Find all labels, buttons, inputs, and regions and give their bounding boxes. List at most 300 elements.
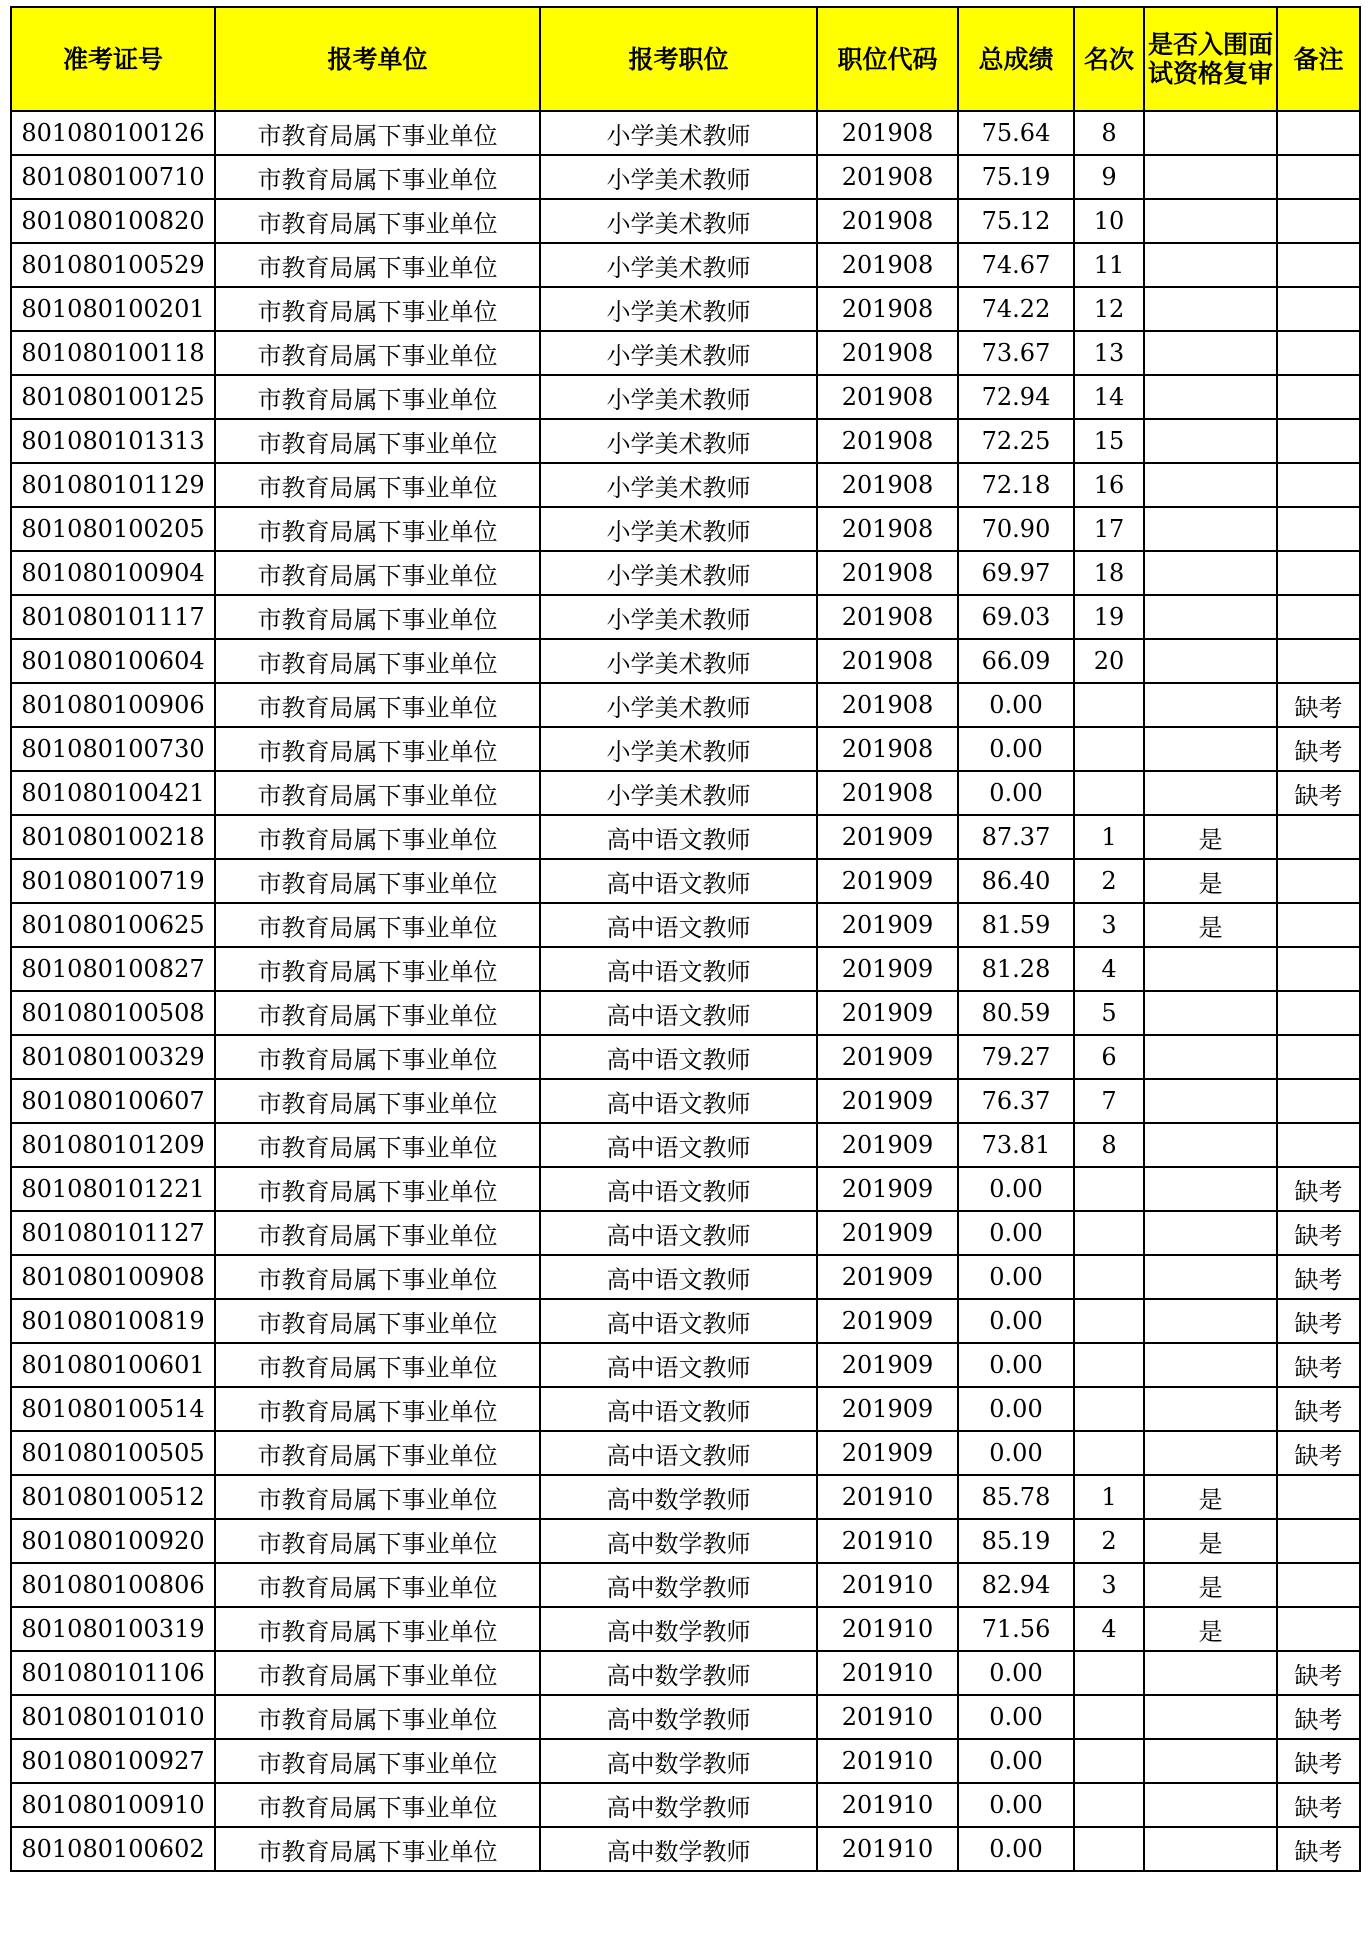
interview-qualified-cell: 是	[1144, 903, 1277, 947]
position-cell: 小学美术教师	[540, 331, 817, 375]
interview-qualified-cell	[1144, 1387, 1277, 1431]
position-code-cell: 201910	[817, 1607, 958, 1651]
position-cell: 小学美术教师	[540, 199, 817, 243]
exam-id-cell: 801080101129	[11, 463, 215, 507]
position-code-cell: 201909	[817, 1167, 958, 1211]
exam-id-cell: 801080100827	[11, 947, 215, 991]
interview-qualified-cell	[1144, 771, 1277, 815]
exam-id-cell: 801080100118	[11, 331, 215, 375]
note-cell: 缺考	[1277, 1783, 1360, 1827]
position-code-cell: 201908	[817, 595, 958, 639]
note-cell	[1277, 155, 1360, 199]
position-code-cell: 201910	[817, 1827, 958, 1871]
unit-cell: 市教育局属下事业单位	[215, 1299, 540, 1343]
total-score-cell: 74.67	[958, 243, 1074, 287]
table-row	[11, 727, 1360, 771]
exam-id-cell: 801080100625	[11, 903, 215, 947]
rank-cell	[1074, 1167, 1144, 1211]
position-cell: 小学美术教师	[540, 551, 817, 595]
note-cell	[1277, 991, 1360, 1035]
position-code-cell: 201908	[817, 155, 958, 199]
exam-id-cell: 801080100205	[11, 507, 215, 551]
position-code-cell: 201909	[817, 1079, 958, 1123]
rank-cell	[1074, 727, 1144, 771]
exam-id-cell: 801080100906	[11, 683, 215, 727]
table-row	[11, 1607, 1360, 1651]
table-row	[11, 1035, 1360, 1079]
interview-qualified-cell	[1144, 1299, 1277, 1343]
exam-id-cell: 801080100910	[11, 1783, 215, 1827]
total-score-cell: 76.37	[958, 1079, 1074, 1123]
table-row	[11, 1519, 1360, 1563]
rank-cell: 15	[1074, 419, 1144, 463]
interview-qualified-cell	[1144, 243, 1277, 287]
position-code-cell: 201908	[817, 375, 958, 419]
rank-cell: 12	[1074, 287, 1144, 331]
position-cell: 小学美术教师	[540, 375, 817, 419]
total-score-cell: 75.19	[958, 155, 1074, 199]
note-cell	[1277, 375, 1360, 419]
position-code-cell: 201908	[817, 683, 958, 727]
position-code-cell: 201909	[817, 1299, 958, 1343]
position-cell: 小学美术教师	[540, 507, 817, 551]
position-code-cell: 201910	[817, 1519, 958, 1563]
exam-id-cell: 801080100508	[11, 991, 215, 1035]
position-cell: 小学美术教师	[540, 683, 817, 727]
interview-qualified-cell	[1144, 947, 1277, 991]
table-row	[11, 463, 1360, 507]
total-score-cell: 0.00	[958, 1739, 1074, 1783]
position-cell: 高中语文教师	[540, 1211, 817, 1255]
rank-cell: 2	[1074, 859, 1144, 903]
interview-qualified-cell: 是	[1144, 859, 1277, 903]
rank-cell: 1	[1074, 815, 1144, 859]
position-cell: 小学美术教师	[540, 639, 817, 683]
exam-id-cell: 801080101127	[11, 1211, 215, 1255]
rank-cell	[1074, 1431, 1144, 1475]
unit-cell: 市教育局属下事业单位	[215, 683, 540, 727]
unit-cell: 市教育局属下事业单位	[215, 331, 540, 375]
rank-cell	[1074, 1827, 1144, 1871]
rank-cell: 19	[1074, 595, 1144, 639]
total-score-cell: 69.97	[958, 551, 1074, 595]
total-score-cell: 0.00	[958, 1343, 1074, 1387]
note-cell: 缺考	[1277, 1827, 1360, 1871]
note-cell	[1277, 595, 1360, 639]
rank-cell: 7	[1074, 1079, 1144, 1123]
rank-cell: 6	[1074, 1035, 1144, 1079]
position-cell: 高中语文教师	[540, 859, 817, 903]
exam-id-cell: 801080100201	[11, 287, 215, 331]
position-cell: 小学美术教师	[540, 463, 817, 507]
position-cell: 高中语文教师	[540, 947, 817, 991]
interview-qualified-cell	[1144, 1431, 1277, 1475]
unit-cell: 市教育局属下事业单位	[215, 1387, 540, 1431]
interview-qualified-cell	[1144, 419, 1277, 463]
unit-cell: 市教育局属下事业单位	[215, 1783, 540, 1827]
total-score-cell: 0.00	[958, 683, 1074, 727]
table-row	[11, 903, 1360, 947]
interview-qualified-cell	[1144, 1079, 1277, 1123]
table-row	[11, 639, 1360, 683]
position-code-cell: 201909	[817, 859, 958, 903]
table-row	[11, 1123, 1360, 1167]
note-cell	[1277, 551, 1360, 595]
rank-cell: 8	[1074, 111, 1144, 155]
exam-id-cell: 801080100820	[11, 199, 215, 243]
total-score-cell: 82.94	[958, 1563, 1074, 1607]
interview-qualified-cell	[1144, 155, 1277, 199]
total-score-cell: 81.59	[958, 903, 1074, 947]
exam-id-cell: 801080101106	[11, 1651, 215, 1695]
unit-cell: 市教育局属下事业单位	[215, 551, 540, 595]
total-score-cell: 0.00	[958, 727, 1074, 771]
note-cell	[1277, 815, 1360, 859]
rank-cell	[1074, 1211, 1144, 1255]
interview-qualified-cell	[1144, 1035, 1277, 1079]
interview-qualified-cell	[1144, 551, 1277, 595]
position-cell: 高中数学教师	[540, 1607, 817, 1651]
exam-id-cell: 801080100819	[11, 1299, 215, 1343]
table-row	[11, 1783, 1360, 1827]
exam-id-cell: 801080100607	[11, 1079, 215, 1123]
position-cell: 高中语文教师	[540, 1299, 817, 1343]
position-code-cell: 201908	[817, 507, 958, 551]
total-score-cell: 0.00	[958, 1695, 1074, 1739]
note-cell	[1277, 463, 1360, 507]
exam-id-cell: 801080100908	[11, 1255, 215, 1299]
unit-cell: 市教育局属下事业单位	[215, 1739, 540, 1783]
header-rank: 名次	[1074, 7, 1144, 111]
unit-cell: 市教育局属下事业单位	[215, 1035, 540, 1079]
rank-cell	[1074, 771, 1144, 815]
exam-id-cell: 801080101117	[11, 595, 215, 639]
table-row	[11, 1475, 1360, 1519]
position-cell: 小学美术教师	[540, 419, 817, 463]
position-cell: 小学美术教师	[540, 727, 817, 771]
header-position-code: 职位代码	[817, 7, 958, 111]
position-code-cell: 201910	[817, 1695, 958, 1739]
header-position: 报考职位	[540, 7, 817, 111]
note-cell: 缺考	[1277, 1431, 1360, 1475]
position-code-cell: 201910	[817, 1651, 958, 1695]
position-code-cell: 201908	[817, 771, 958, 815]
note-cell: 缺考	[1277, 1387, 1360, 1431]
exam-id-cell: 801080100329	[11, 1035, 215, 1079]
rank-cell: 5	[1074, 991, 1144, 1035]
interview-qualified-cell	[1144, 1167, 1277, 1211]
total-score-cell: 79.27	[958, 1035, 1074, 1079]
position-code-cell: 201908	[817, 287, 958, 331]
table-row	[11, 111, 1360, 155]
total-score-cell: 75.64	[958, 111, 1074, 155]
table-row	[11, 1167, 1360, 1211]
position-code-cell: 201910	[817, 1475, 958, 1519]
table-row	[11, 815, 1360, 859]
exam-id-cell: 801080100512	[11, 1475, 215, 1519]
note-cell	[1277, 287, 1360, 331]
interview-qualified-cell: 是	[1144, 1519, 1277, 1563]
exam-id-cell: 801080100904	[11, 551, 215, 595]
position-cell: 高中语文教师	[540, 815, 817, 859]
unit-cell: 市教育局属下事业单位	[215, 287, 540, 331]
position-code-cell: 201909	[817, 1387, 958, 1431]
exam-id-cell: 801080101209	[11, 1123, 215, 1167]
position-code-cell: 201908	[817, 727, 958, 771]
note-cell	[1277, 1607, 1360, 1651]
table-row	[11, 1651, 1360, 1695]
total-score-cell: 70.90	[958, 507, 1074, 551]
position-cell: 小学美术教师	[540, 243, 817, 287]
total-score-cell: 73.67	[958, 331, 1074, 375]
table-row	[11, 419, 1360, 463]
exam-id-cell: 801080100319	[11, 1607, 215, 1651]
note-cell	[1277, 199, 1360, 243]
rank-cell: 4	[1074, 1607, 1144, 1651]
rank-cell	[1074, 683, 1144, 727]
interview-qualified-cell	[1144, 1651, 1277, 1695]
note-cell	[1277, 1563, 1360, 1607]
unit-cell: 市教育局属下事业单位	[215, 727, 540, 771]
note-cell	[1277, 1079, 1360, 1123]
exam-id-cell: 801080100806	[11, 1563, 215, 1607]
exam-id-cell: 801080101313	[11, 419, 215, 463]
interview-qualified-cell	[1144, 287, 1277, 331]
unit-cell: 市教育局属下事业单位	[215, 1827, 540, 1871]
exam-id-cell: 801080100730	[11, 727, 215, 771]
rank-cell: 18	[1074, 551, 1144, 595]
unit-cell: 市教育局属下事业单位	[215, 1519, 540, 1563]
unit-cell: 市教育局属下事业单位	[215, 1475, 540, 1519]
interview-qualified-cell	[1144, 727, 1277, 771]
position-cell: 小学美术教师	[540, 111, 817, 155]
unit-cell: 市教育局属下事业单位	[215, 1563, 540, 1607]
unit-cell: 市教育局属下事业单位	[215, 507, 540, 551]
exam-id-cell: 801080100125	[11, 375, 215, 419]
interview-qualified-cell	[1144, 991, 1277, 1035]
table-row	[11, 1827, 1360, 1871]
note-cell: 缺考	[1277, 1343, 1360, 1387]
exam-id-cell: 801080100218	[11, 815, 215, 859]
position-cell: 高中语文教师	[540, 1255, 817, 1299]
exam-id-cell: 801080100505	[11, 1431, 215, 1475]
unit-cell: 市教育局属下事业单位	[215, 639, 540, 683]
rank-cell: 9	[1074, 155, 1144, 199]
score-sheet	[10, 6, 1361, 1872]
position-code-cell: 201909	[817, 815, 958, 859]
interview-qualified-cell	[1144, 683, 1277, 727]
exam-id-cell: 801080100927	[11, 1739, 215, 1783]
position-cell: 高中数学教师	[540, 1475, 817, 1519]
note-cell	[1277, 947, 1360, 991]
position-code-cell: 201910	[817, 1563, 958, 1607]
position-code-cell: 201908	[817, 331, 958, 375]
interview-qualified-cell	[1144, 595, 1277, 639]
position-code-cell: 201909	[817, 1123, 958, 1167]
position-cell: 小学美术教师	[540, 595, 817, 639]
rank-cell: 14	[1074, 375, 1144, 419]
position-cell: 小学美术教师	[540, 771, 817, 815]
position-cell: 高中语文教师	[540, 1387, 817, 1431]
unit-cell: 市教育局属下事业单位	[215, 903, 540, 947]
table-row	[11, 1299, 1360, 1343]
total-score-cell: 72.18	[958, 463, 1074, 507]
table-row	[11, 1739, 1360, 1783]
table-row	[11, 683, 1360, 727]
position-code-cell: 201909	[817, 1343, 958, 1387]
note-cell: 缺考	[1277, 1739, 1360, 1783]
note-cell: 缺考	[1277, 1299, 1360, 1343]
header-exam-id: 准考证号	[11, 7, 215, 111]
total-score-cell: 73.81	[958, 1123, 1074, 1167]
table-row	[11, 1431, 1360, 1475]
exam-id-cell: 801080101010	[11, 1695, 215, 1739]
table-row	[11, 287, 1360, 331]
score-table	[10, 6, 1361, 1872]
total-score-cell: 0.00	[958, 1299, 1074, 1343]
table-row	[11, 331, 1360, 375]
position-cell: 高中语文教师	[540, 903, 817, 947]
total-score-cell: 0.00	[958, 1387, 1074, 1431]
position-cell: 小学美术教师	[540, 155, 817, 199]
table-body	[11, 111, 1360, 1871]
position-cell: 高中数学教师	[540, 1695, 817, 1739]
note-cell: 缺考	[1277, 683, 1360, 727]
exam-id-cell: 801080100710	[11, 155, 215, 199]
interview-qualified-cell	[1144, 507, 1277, 551]
position-cell: 高中语文教师	[540, 1035, 817, 1079]
position-code-cell: 201908	[817, 243, 958, 287]
position-cell: 高中数学教师	[540, 1827, 817, 1871]
note-cell: 缺考	[1277, 1167, 1360, 1211]
header-total-score: 总成绩	[958, 7, 1074, 111]
rank-cell	[1074, 1343, 1144, 1387]
unit-cell: 市教育局属下事业单位	[215, 771, 540, 815]
total-score-cell: 0.00	[958, 1211, 1074, 1255]
unit-cell: 市教育局属下事业单位	[215, 1211, 540, 1255]
unit-cell: 市教育局属下事业单位	[215, 1123, 540, 1167]
interview-qualified-cell	[1144, 1343, 1277, 1387]
table-row	[11, 1079, 1360, 1123]
position-code-cell: 201910	[817, 1739, 958, 1783]
header-note: 备注	[1277, 7, 1360, 111]
table-row	[11, 375, 1360, 419]
table-row	[11, 243, 1360, 287]
note-cell	[1277, 243, 1360, 287]
rank-cell	[1074, 1695, 1144, 1739]
total-score-cell: 0.00	[958, 1431, 1074, 1475]
total-score-cell: 75.12	[958, 199, 1074, 243]
exam-id-cell: 801080100601	[11, 1343, 215, 1387]
interview-qualified-cell	[1144, 1783, 1277, 1827]
position-code-cell: 201908	[817, 463, 958, 507]
note-cell: 缺考	[1277, 1255, 1360, 1299]
table-row	[11, 1255, 1360, 1299]
unit-cell: 市教育局属下事业单位	[215, 947, 540, 991]
position-cell: 高中数学教师	[540, 1739, 817, 1783]
rank-cell	[1074, 1299, 1144, 1343]
rank-cell: 4	[1074, 947, 1144, 991]
total-score-cell: 0.00	[958, 1651, 1074, 1695]
total-score-cell: 72.94	[958, 375, 1074, 419]
position-cell: 高中数学教师	[540, 1563, 817, 1607]
position-code-cell: 201909	[817, 1431, 958, 1475]
table-row	[11, 507, 1360, 551]
total-score-cell: 71.56	[958, 1607, 1074, 1651]
note-cell	[1277, 1519, 1360, 1563]
total-score-cell: 81.28	[958, 947, 1074, 991]
exam-id-cell: 801080100421	[11, 771, 215, 815]
note-cell	[1277, 507, 1360, 551]
interview-qualified-cell	[1144, 331, 1277, 375]
exam-id-cell: 801080100604	[11, 639, 215, 683]
position-cell: 高中语文教师	[540, 1343, 817, 1387]
rank-cell	[1074, 1783, 1144, 1827]
unit-cell: 市教育局属下事业单位	[215, 243, 540, 287]
position-cell: 高中语文教师	[540, 991, 817, 1035]
rank-cell: 11	[1074, 243, 1144, 287]
note-cell	[1277, 639, 1360, 683]
position-cell: 高中语文教师	[540, 1079, 817, 1123]
rank-cell	[1074, 1651, 1144, 1695]
position-code-cell: 201909	[817, 903, 958, 947]
total-score-cell: 74.22	[958, 287, 1074, 331]
interview-qualified-cell	[1144, 463, 1277, 507]
note-cell	[1277, 1475, 1360, 1519]
note-cell: 缺考	[1277, 727, 1360, 771]
interview-qualified-cell: 是	[1144, 1607, 1277, 1651]
position-code-cell: 201909	[817, 1211, 958, 1255]
table-row	[11, 1695, 1360, 1739]
table-row	[11, 947, 1360, 991]
unit-cell: 市教育局属下事业单位	[215, 1255, 540, 1299]
unit-cell: 市教育局属下事业单位	[215, 1695, 540, 1739]
header-unit: 报考单位	[215, 7, 540, 111]
unit-cell: 市教育局属下事业单位	[215, 1431, 540, 1475]
rank-cell: 8	[1074, 1123, 1144, 1167]
total-score-cell: 87.37	[958, 815, 1074, 859]
rank-cell: 1	[1074, 1475, 1144, 1519]
total-score-cell: 0.00	[958, 1827, 1074, 1871]
unit-cell: 市教育局属下事业单位	[215, 1079, 540, 1123]
unit-cell: 市教育局属下事业单位	[215, 155, 540, 199]
position-code-cell: 201908	[817, 199, 958, 243]
position-cell: 小学美术教师	[540, 287, 817, 331]
rank-cell: 3	[1074, 903, 1144, 947]
interview-qualified-cell: 是	[1144, 1475, 1277, 1519]
position-cell: 高中数学教师	[540, 1519, 817, 1563]
table-row	[11, 1343, 1360, 1387]
note-cell	[1277, 331, 1360, 375]
rank-cell: 13	[1074, 331, 1144, 375]
position-cell: 高中数学教师	[540, 1651, 817, 1695]
position-cell: 高中语文教师	[540, 1123, 817, 1167]
interview-qualified-cell: 是	[1144, 1563, 1277, 1607]
total-score-cell: 85.78	[958, 1475, 1074, 1519]
exam-id-cell: 801080100920	[11, 1519, 215, 1563]
interview-qualified-cell	[1144, 111, 1277, 155]
total-score-cell: 66.09	[958, 639, 1074, 683]
position-code-cell: 201909	[817, 1035, 958, 1079]
position-code-cell: 201910	[817, 1783, 958, 1827]
header-interview-qualified: 是否入围面试资格复审	[1144, 7, 1277, 111]
total-score-cell: 0.00	[958, 1167, 1074, 1211]
note-cell	[1277, 1123, 1360, 1167]
interview-qualified-cell	[1144, 1827, 1277, 1871]
exam-id-cell: 801080100529	[11, 243, 215, 287]
note-cell	[1277, 419, 1360, 463]
table-header-row	[11, 7, 1360, 111]
